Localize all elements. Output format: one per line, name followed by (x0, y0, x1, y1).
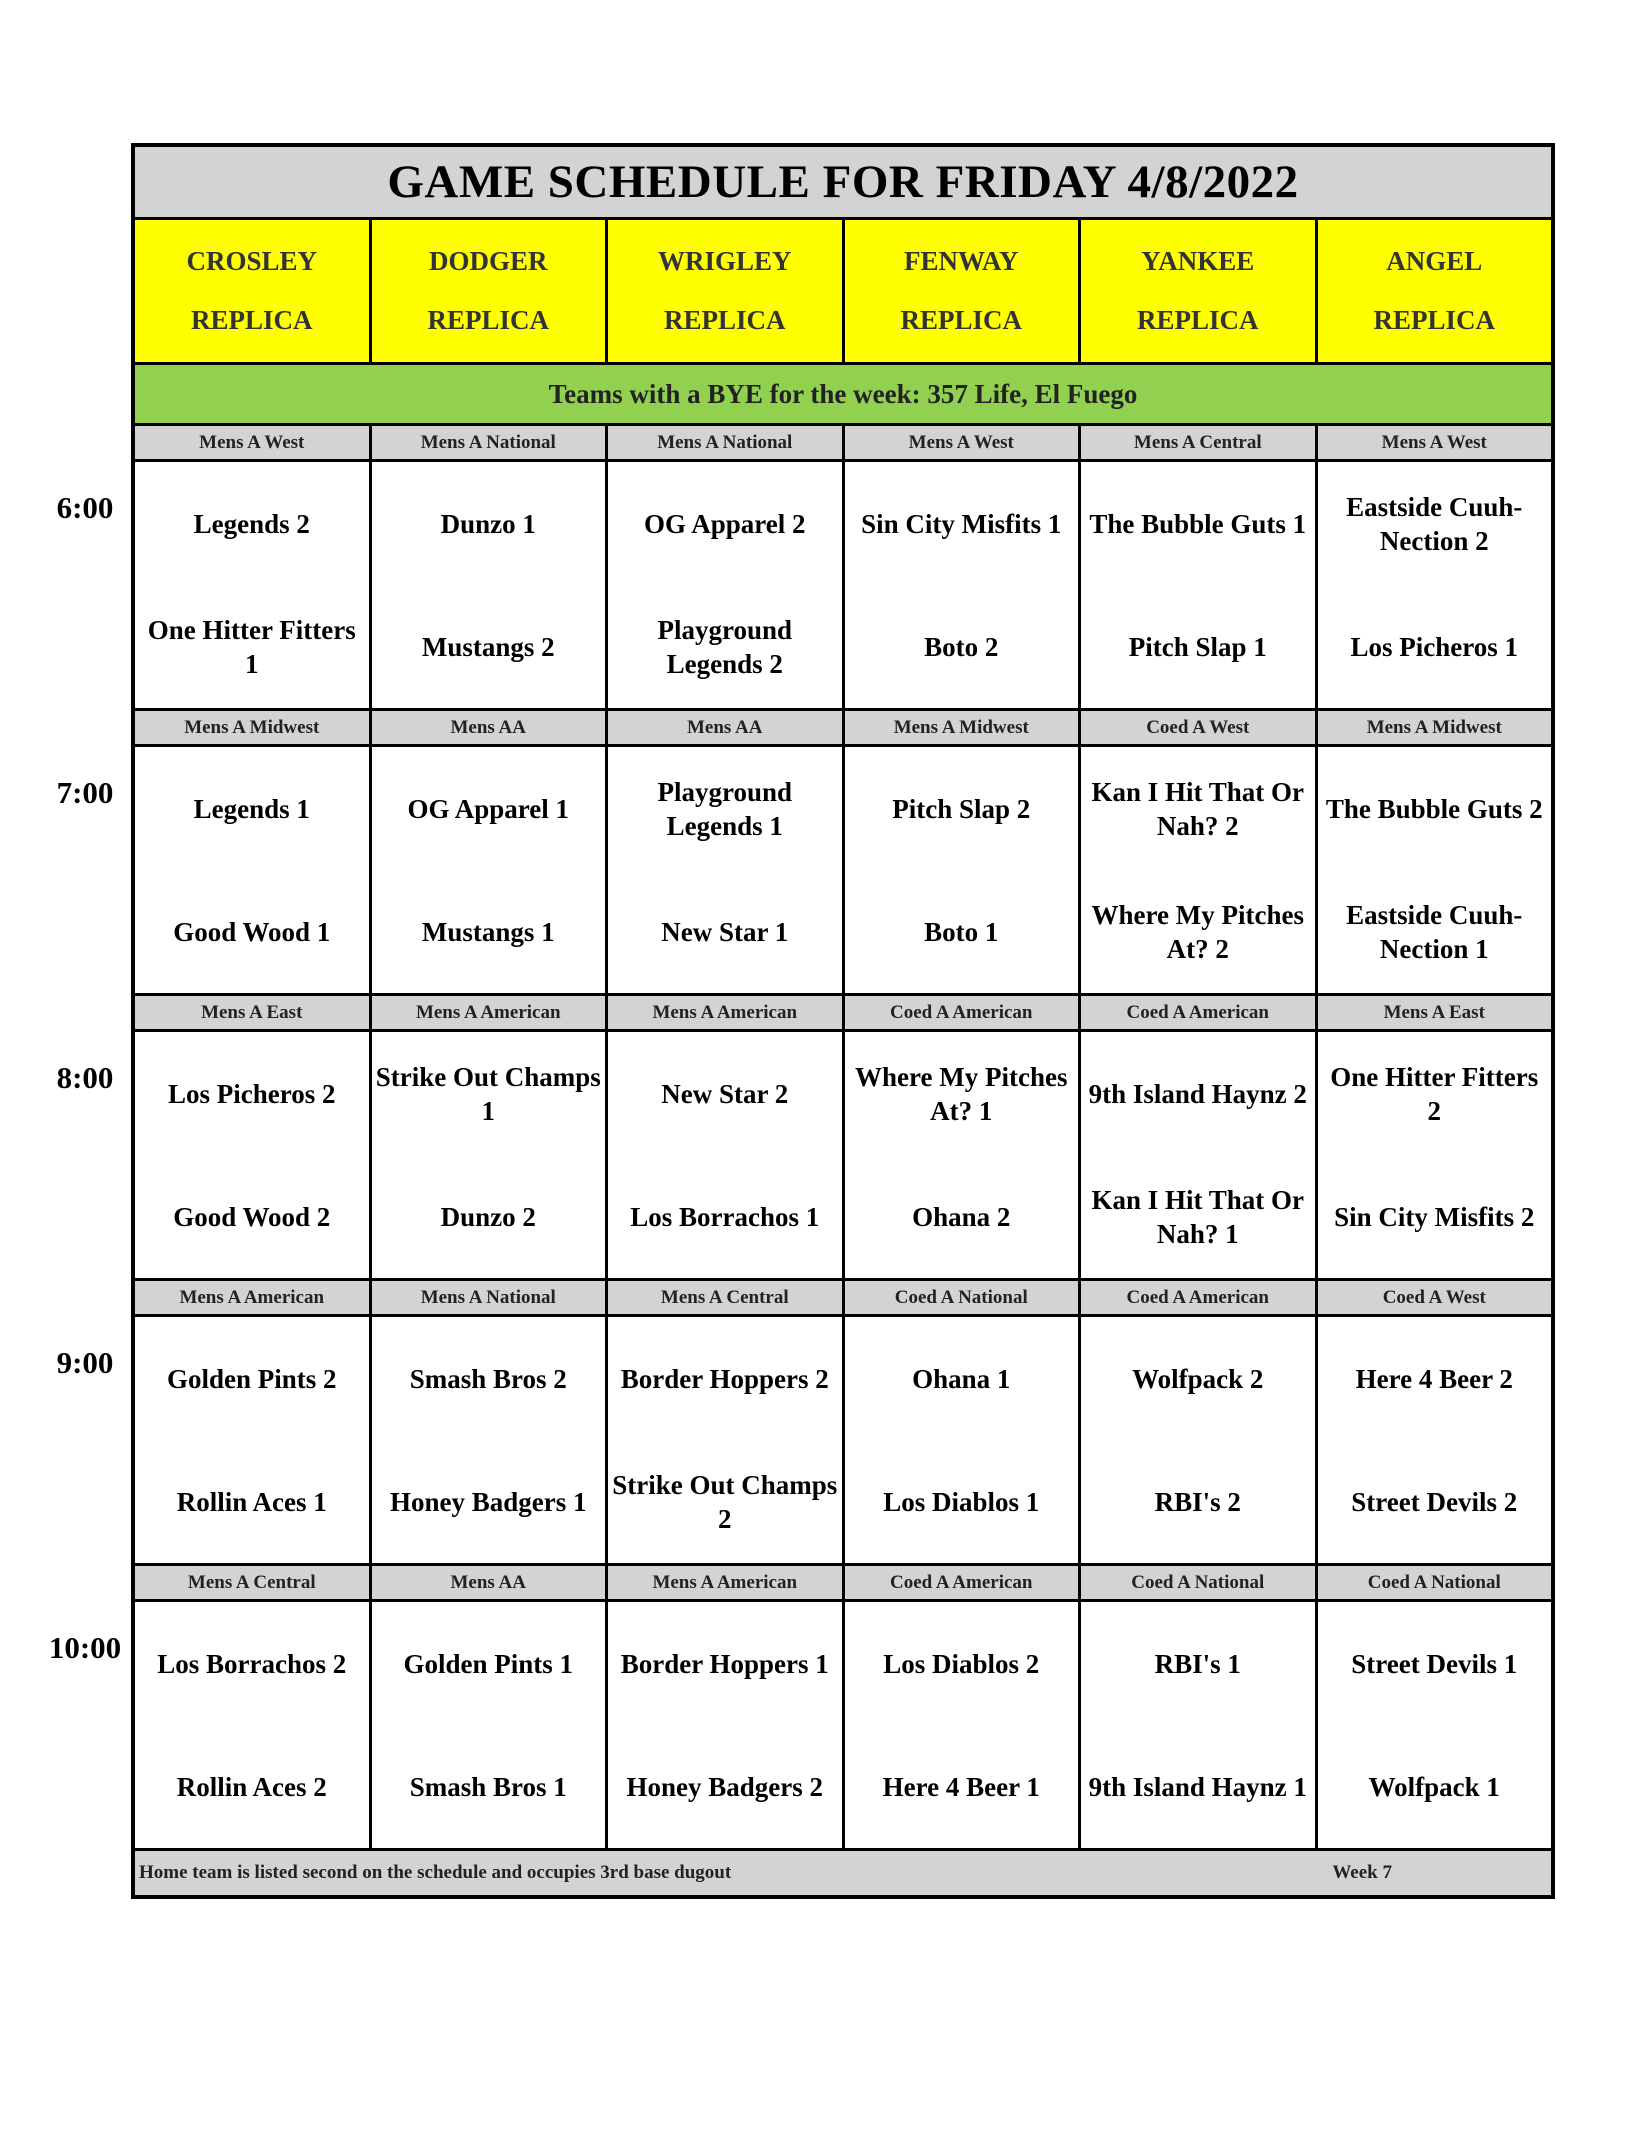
home-team: Good Wood 1 (173, 916, 331, 947)
home-team: Good Wood 2 (173, 1201, 331, 1232)
home-team: New Star 1 (661, 916, 789, 947)
time-label: 10:00 (48, 1630, 122, 1665)
division-label: Mens A American (608, 1566, 845, 1599)
game-cell (1318, 462, 1552, 708)
game-cell (1081, 1032, 1318, 1278)
home-team: Rollin Aces 1 (176, 1486, 327, 1517)
game-cell (1318, 1602, 1552, 1848)
time-slot-block (135, 426, 1551, 711)
footer-note: Home team is listed second on the schedule and occupies 3rd base dugout (139, 1862, 732, 1883)
games-row (135, 462, 1551, 708)
away-team: Los Diablos 2 (883, 1648, 1040, 1679)
game-cell (1081, 1602, 1318, 1848)
division-label: Mens A Central (135, 1566, 372, 1599)
away-team: Pitch Slap 2 (892, 793, 1031, 824)
home-team: Mustangs 1 (421, 916, 555, 947)
game-cell (372, 1032, 609, 1278)
field-type: REPLICA (427, 305, 549, 335)
week-label: Week 7 (1332, 1862, 1392, 1883)
bye-banner: Teams with a BYE for the week: 357 Life, El Fuego (135, 365, 1551, 426)
field-header-row (135, 220, 1551, 365)
division-row (135, 996, 1551, 1032)
away-team: Strike Out Champs 1 (375, 1061, 601, 1126)
time-label: 7:00 (56, 775, 114, 810)
home-team: Where My Pitches At? 2 (1091, 899, 1304, 964)
home-team: RBI's 2 (1154, 1486, 1241, 1517)
home-team: Sin City Misfits 2 (1334, 1201, 1535, 1232)
division-row (135, 1566, 1551, 1602)
game-cell (1081, 1317, 1318, 1563)
home-team: Kan I Hit That Or Nah? 1 (1091, 1184, 1305, 1249)
field-name: ANGEL (1386, 246, 1483, 276)
division-label: Mens A East (1383, 1001, 1485, 1023)
game-cell (845, 462, 1082, 708)
home-team: Honey Badgers 2 (626, 1771, 823, 1802)
home-team: Wolfpack 1 (1368, 1771, 1500, 1802)
game-cell (608, 1317, 845, 1563)
games-row (135, 1317, 1551, 1563)
division-label: Mens A National (372, 426, 609, 459)
field-header (1081, 220, 1318, 362)
home-team: Ohana 2 (912, 1201, 1011, 1232)
game-cell (1318, 1032, 1552, 1278)
division-label: Mens A National (372, 1281, 609, 1314)
time-slots (135, 426, 1551, 1851)
field-header (608, 220, 845, 362)
home-team: Street Devils 2 (1351, 1486, 1518, 1517)
division-row (135, 426, 1551, 462)
away-team: One Hitter Fitters 2 (1330, 1061, 1539, 1126)
home-team: Honey Badgers 1 (389, 1486, 587, 1517)
division-label: Mens A Midwest (135, 711, 372, 744)
division-label: Coed A National (845, 1281, 1082, 1314)
time-label: 6:00 (56, 490, 114, 525)
away-team: Ohana 1 (912, 1363, 1011, 1394)
game-cell (845, 747, 1082, 993)
division-label: Coed A West (1081, 711, 1318, 744)
division-label: Mens AA (372, 711, 609, 744)
away-team: Wolfpack 2 (1132, 1363, 1264, 1394)
game-cell (135, 462, 372, 708)
division-label: Mens A Central (608, 1281, 845, 1314)
field-name: FENWAY (903, 246, 1019, 276)
away-team: Legends 1 (193, 793, 310, 824)
away-team: Legends 2 (193, 508, 310, 539)
away-team: Border Hoppers 2 (620, 1363, 829, 1394)
away-team: Golden Pints 1 (403, 1648, 574, 1679)
home-team: Boto 2 (924, 631, 999, 662)
division-label: Mens A American (372, 996, 609, 1029)
game-cell (372, 1317, 609, 1563)
field-name: DODGER (428, 246, 548, 276)
division-label: Mens A Midwest (845, 711, 1082, 744)
time-slot-block (135, 1281, 1551, 1566)
game-cell (1081, 462, 1318, 708)
away-team: RBI's 1 (1154, 1648, 1241, 1679)
game-cell (372, 1602, 609, 1848)
field-name: CROSLEY (186, 246, 318, 276)
division-label: Coed A American (845, 996, 1082, 1029)
home-team: Eastside Cuuh-Nection 1 (1346, 899, 1523, 964)
division-row (135, 711, 1551, 747)
game-cell (845, 1317, 1082, 1563)
division-label: Coed A American (845, 1566, 1082, 1599)
division-label: Coed A American (1081, 1281, 1318, 1314)
game-cell (135, 747, 372, 993)
field-header (372, 220, 609, 362)
division-label: Coed A National (1367, 1571, 1501, 1593)
game-cell (372, 747, 609, 993)
away-team: Sin City Misfits 1 (861, 508, 1062, 539)
field-type: REPLICA (1373, 305, 1495, 335)
time-label: 8:00 (56, 1060, 114, 1095)
home-team: Playground Legends 2 (657, 614, 793, 679)
away-team: Golden Pints 2 (166, 1363, 337, 1394)
division-label: Mens AA (608, 711, 845, 744)
field-type: REPLICA (1136, 305, 1259, 335)
home-team: Strike Out Champs 2 (612, 1469, 838, 1534)
home-team: Los Picheros 1 (1350, 631, 1518, 662)
home-team: Los Borrachos 1 (630, 1201, 820, 1232)
away-team: Los Picheros 2 (168, 1078, 336, 1109)
field-name: WRIGLEY (657, 246, 792, 276)
time-slot-block (135, 1566, 1551, 1851)
field-name: YANKEE (1141, 246, 1255, 276)
away-team: 9th Island Haynz 2 (1088, 1078, 1307, 1109)
footer-bar (135, 1851, 1551, 1895)
division-label: Coed A American (1081, 996, 1318, 1029)
home-team: 9th Island Haynz 1 (1088, 1771, 1307, 1802)
games-row (135, 747, 1551, 993)
away-team: Kan I Hit That Or Nah? 2 (1091, 776, 1305, 841)
game-cell (1318, 1317, 1552, 1563)
away-team: Playground Legends 1 (657, 776, 793, 841)
division-label: Mens AA (372, 1566, 609, 1599)
field-type: REPLICA (190, 305, 313, 335)
away-team: New Star 2 (661, 1078, 789, 1109)
field-header (1318, 220, 1552, 362)
division-label: Mens A West (845, 426, 1082, 459)
game-cell (608, 1032, 845, 1278)
division-row (135, 1281, 1551, 1317)
home-team: Pitch Slap 1 (1128, 631, 1267, 662)
game-cell (1081, 747, 1318, 993)
home-team: One Hitter Fitters 1 (147, 614, 356, 679)
field-type: REPLICA (900, 305, 1022, 335)
away-team: Dunzo 1 (440, 508, 536, 539)
game-cell (608, 747, 845, 993)
game-cell (135, 1032, 372, 1278)
time-slot-block (135, 711, 1551, 996)
division-label: Mens A West (135, 426, 372, 459)
time-slot-block (135, 996, 1551, 1281)
game-cell (135, 1317, 372, 1563)
away-team: Street Devils 1 (1351, 1648, 1518, 1679)
home-team: Mustangs 2 (421, 631, 555, 662)
away-team: Smash Bros 2 (409, 1363, 567, 1394)
home-team: Los Diablos 1 (883, 1486, 1040, 1517)
games-row (135, 1602, 1551, 1848)
away-team: Eastside Cuuh-Nection 2 (1346, 491, 1523, 556)
away-team: The Bubble Guts 1 (1089, 508, 1307, 539)
game-cell (845, 1602, 1082, 1848)
division-label: Mens A Central (1081, 426, 1318, 459)
away-team: Los Borrachos 2 (157, 1648, 347, 1679)
division-label: Mens A Midwest (1366, 716, 1502, 738)
division-label: Mens A American (135, 1281, 372, 1314)
home-team: Boto 1 (924, 916, 999, 947)
game-cell (608, 462, 845, 708)
game-cell (135, 1602, 372, 1848)
away-team: Here 4 Beer 2 (1355, 1363, 1513, 1394)
away-team: OG Apparel 1 (407, 793, 570, 824)
division-label: Mens A American (608, 996, 845, 1029)
schedule-title: GAME SCHEDULE FOR FRIDAY 4/8/2022 (135, 147, 1551, 220)
field-header (845, 220, 1082, 362)
game-cell (1318, 747, 1552, 993)
game-cell (372, 462, 609, 708)
schedule-table (131, 143, 1555, 1899)
game-cell (845, 1032, 1082, 1278)
away-team: Border Hoppers 1 (620, 1648, 829, 1679)
away-team: OG Apparel 2 (643, 508, 806, 539)
field-header (135, 220, 372, 362)
away-team: The Bubble Guts 2 (1325, 793, 1543, 824)
away-team: Where My Pitches At? 1 (855, 1061, 1068, 1126)
time-label: 9:00 (56, 1345, 114, 1380)
home-team: Dunzo 2 (440, 1201, 536, 1232)
division-label: Mens A East (135, 996, 372, 1029)
home-team: Here 4 Beer 1 (882, 1771, 1040, 1802)
division-label: Coed A National (1081, 1566, 1318, 1599)
division-label: Coed A West (1382, 1286, 1486, 1308)
division-label: Mens A National (608, 426, 845, 459)
field-type: REPLICA (663, 305, 786, 335)
division-label: Mens A West (1381, 431, 1487, 453)
game-cell (608, 1602, 845, 1848)
home-team: Smash Bros 1 (409, 1771, 567, 1802)
home-team: Rollin Aces 2 (176, 1771, 327, 1802)
games-row (135, 1032, 1551, 1278)
